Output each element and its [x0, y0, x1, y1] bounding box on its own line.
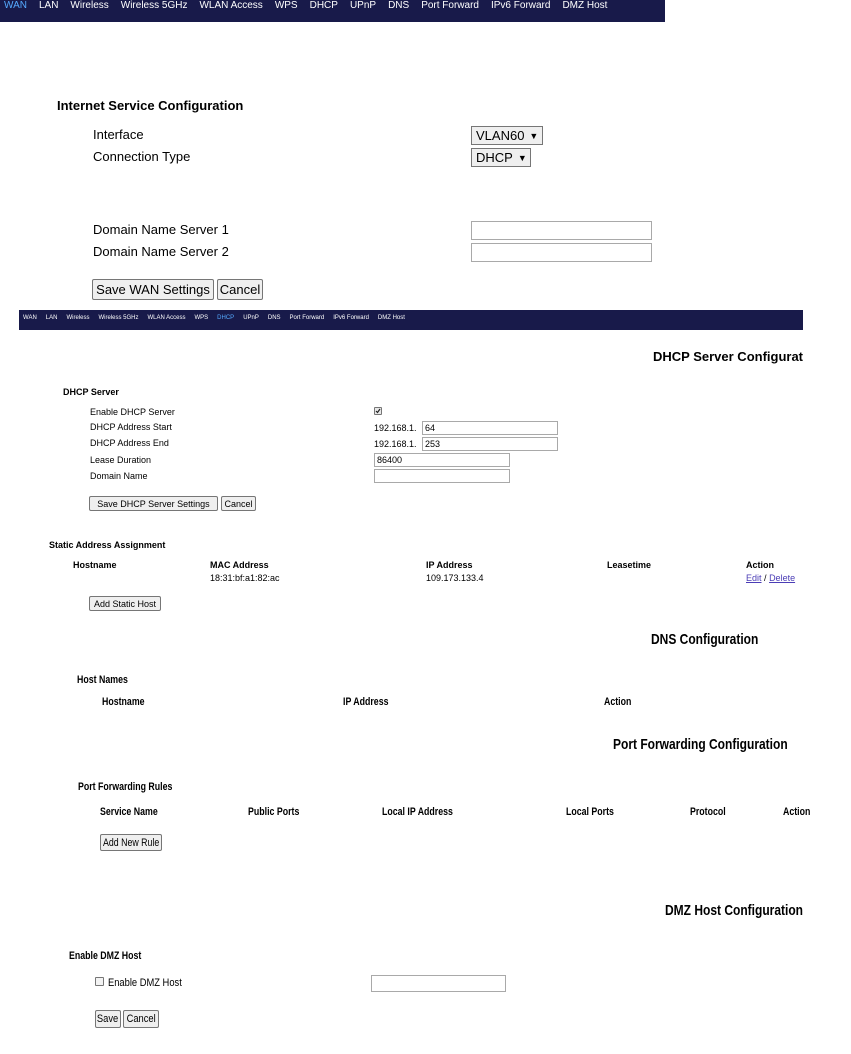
connection-type-value: DHCP	[476, 150, 513, 165]
pf-col-public: Public Ports	[248, 806, 300, 818]
dns2-label: Domain Name Server 2	[93, 244, 229, 259]
cancel-dhcp-button[interactable]: Cancel	[221, 496, 256, 511]
cancel-dmz-button[interactable]	[123, 1010, 159, 1028]
nav-lan[interactable]: LAN	[45, 315, 58, 321]
cancel-dmz-label: Cancel	[126, 1013, 156, 1025]
dmz-page-title: DMZ Host Configuration	[665, 902, 803, 919]
interface-label: Interface	[93, 127, 144, 142]
nav-port-forward[interactable]: Port Forward	[421, 0, 479, 11]
dhcp-start-input[interactable]	[422, 421, 558, 435]
dns-section-title: Host Names	[77, 674, 128, 686]
row-ip: 109.173.133.4	[426, 573, 484, 583]
nav-wan[interactable]: WAN	[23, 315, 37, 321]
dns-col-ip: IP Address	[343, 696, 389, 708]
action-separator: /	[764, 573, 767, 583]
nav-wireless[interactable]: Wireless	[66, 315, 90, 321]
connection-type-select[interactable]	[471, 148, 531, 167]
nav-dmz-host[interactable]: DMZ Host	[562, 0, 608, 11]
enable-dhcp-checkbox[interactable]	[374, 407, 382, 415]
dmz-host-input[interactable]	[371, 975, 506, 992]
add-static-host-button[interactable]: Add Static Host	[89, 596, 161, 611]
save-dmz-button[interactable]	[95, 1010, 121, 1028]
row-mac: 18:31:bf:a1:82:ac	[210, 573, 280, 583]
dns-page-title: DNS Configuration	[651, 631, 759, 648]
dhcp-end-input[interactable]	[422, 437, 558, 451]
wan-section-title: Internet Service Configuration	[57, 98, 244, 113]
lease-duration-input[interactable]	[374, 453, 510, 467]
interface-select[interactable]	[471, 126, 543, 145]
cancel-wan-button[interactable]: Cancel	[217, 279, 263, 300]
chevron-down-icon: ▼	[529, 130, 539, 141]
dns2-input[interactable]	[471, 243, 652, 262]
nav-dns[interactable]: DNS	[267, 315, 281, 321]
pf-col-local-ports: Local Ports	[566, 806, 614, 818]
chevron-down-icon: ▼	[517, 152, 527, 163]
save-wan-button[interactable]: Save WAN Settings	[92, 279, 214, 300]
nav-ipv6-forward[interactable]: IPv6 Forward	[333, 315, 369, 321]
nav-wan[interactable]: WAN	[4, 0, 27, 11]
pf-col-action: Action	[783, 806, 811, 818]
save-dmz-label: Save	[97, 1013, 119, 1025]
nav-upnp[interactable]: UPnP	[243, 315, 259, 321]
nav-wireless-5ghz[interactable]: Wireless 5GHz	[98, 315, 139, 321]
col-ip-header: IP Address	[426, 560, 473, 570]
dhcp-start-prefix: 192.168.1.	[374, 423, 417, 433]
dhcp-section-title: DHCP Server	[63, 387, 119, 397]
pf-section-title: Port Forwarding Rules	[78, 781, 173, 793]
nav-bar-dhcp	[19, 310, 803, 330]
pf-col-protocol: Protocol	[690, 806, 726, 818]
nav-wlan-access[interactable]: WLAN Access	[199, 0, 263, 11]
nav-bar-wan	[0, 0, 665, 22]
dns-col-hostname: Hostname	[102, 696, 145, 708]
enable-dmz-label: Enable DMZ Host	[108, 977, 182, 989]
dns-col-action: Action	[604, 696, 632, 708]
static-section-title: Static Address Assignment	[49, 540, 166, 550]
nav-port-forward[interactable]: Port Forward	[289, 315, 325, 321]
nav-wps[interactable]: WPS	[194, 315, 209, 321]
nav-dmz-host[interactable]: DMZ Host	[377, 315, 405, 321]
enable-dhcp-label: Enable DHCP Server	[90, 407, 175, 417]
pf-col-service: Service Name	[100, 806, 158, 818]
dmz-section-title: Enable DMZ Host	[69, 950, 142, 962]
nav-lan[interactable]: LAN	[38, 0, 59, 11]
lease-duration-label: Lease Duration	[90, 455, 152, 465]
col-mac-header: MAC Address	[210, 560, 269, 570]
nav-dns[interactable]: DNS	[388, 0, 410, 11]
interface-value: VLAN60	[476, 128, 525, 143]
nav-upnp[interactable]: UPnP	[349, 0, 377, 11]
nav-ipv6-forward[interactable]: IPv6 Forward	[490, 0, 551, 11]
domain-name-input[interactable]	[374, 469, 510, 483]
checkmark-icon	[375, 408, 381, 414]
dhcp-page-title: DHCP Server Configurat	[653, 349, 803, 364]
add-new-rule-label: Add New Rule	[102, 836, 160, 849]
dns1-input[interactable]	[471, 221, 652, 240]
add-new-rule-button[interactable]	[100, 834, 162, 851]
pf-page-title: Port Forwarding Configuration	[613, 736, 788, 753]
dhcp-end-prefix: 192.168.1.	[374, 439, 417, 449]
col-hostname-header: Hostname	[73, 560, 117, 570]
nav-wireless-5ghz[interactable]: Wireless 5GHz	[120, 0, 188, 11]
nav-wireless[interactable]: Wireless	[70, 0, 109, 11]
edit-link[interactable]: Edit	[746, 573, 762, 583]
dhcp-end-label: DHCP Address End	[90, 438, 169, 448]
nav-dhcp[interactable]: DHCP	[309, 0, 338, 11]
col-action-header: Action	[746, 560, 774, 570]
nav-wlan-access[interactable]: WLAN Access	[147, 315, 186, 321]
row-actions	[746, 573, 795, 583]
col-leasetime-header: Leasetime	[607, 560, 652, 570]
nav-wps[interactable]: WPS	[274, 0, 298, 11]
pf-col-local-ip: Local IP Address	[382, 806, 453, 818]
delete-link[interactable]: Delete	[769, 573, 796, 583]
domain-name-label: Domain Name	[90, 471, 148, 481]
dhcp-start-label: DHCP Address Start	[90, 422, 172, 432]
connection-type-label: Connection Type	[93, 149, 191, 164]
enable-dmz-checkbox[interactable]	[95, 977, 104, 986]
nav-dhcp[interactable]: DHCP	[217, 315, 235, 321]
save-dhcp-button[interactable]: Save DHCP Server Settings	[89, 496, 218, 511]
dns1-label: Domain Name Server 1	[93, 222, 229, 237]
